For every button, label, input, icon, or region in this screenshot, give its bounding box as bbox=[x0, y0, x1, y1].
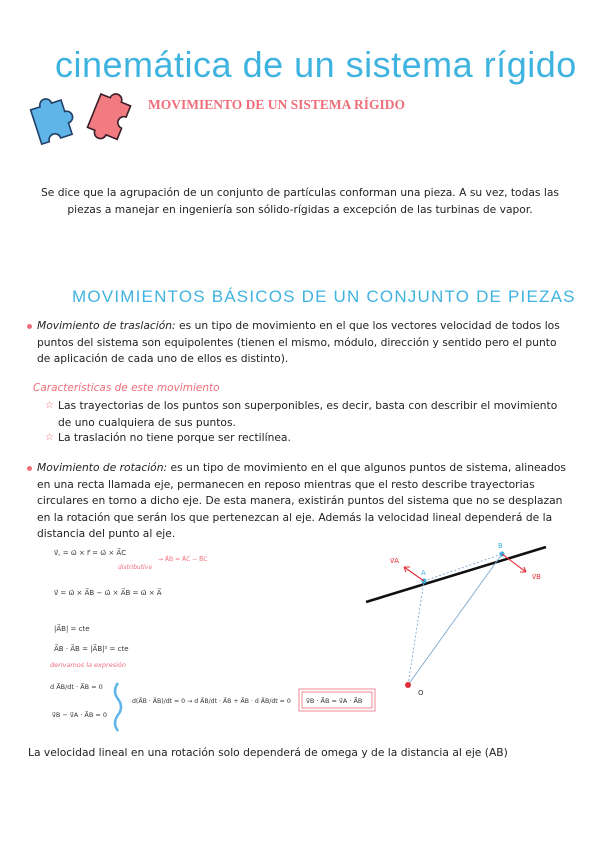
result-equation: v⃗B · A⃗B = v⃗A · A⃗B bbox=[306, 697, 363, 705]
label-a: A bbox=[421, 569, 426, 577]
characteristics-heading: Características de este movimiento bbox=[33, 382, 220, 394]
equation-3: |A⃗B| = cte bbox=[54, 625, 90, 633]
rotation-text: es un tipo de movimiento en el que algunos puntos de sistema, alineados en una recta llamada eje, permanecen en reposo mientras que el resto describe trayectorias circulares en torno a dicho eje. De esta manera, existirán puntos del sistema que no se desplazan en la rotación que serán los que pertenezcan al eje. Además la velocidad lineal dependerá de la distancia del punto al eje. bbox=[37, 461, 566, 540]
equation-4: A⃗B · A⃗B = |A⃗B|² = cte bbox=[54, 645, 129, 653]
characteristic-item: Las trayectorias de los puntos son superponibles, es decir, basta con describir el movimiento de uno cualquiera de sus puntos. bbox=[58, 399, 558, 429]
section-heading: MOVIMIENTOS BÁSICOS DE UN CONJUNTO DE PIEZAS bbox=[72, 287, 576, 306]
rotation-term: Movimiento de rotación: bbox=[37, 461, 168, 474]
bullet-dot bbox=[27, 466, 32, 471]
bullet-dot bbox=[27, 324, 32, 329]
characteristic-item: La traslación no tiene porque ser rectilínea. bbox=[58, 431, 291, 444]
equation-mid: d(A⃗B · A⃗B)/dt = 0 → d A⃗B/dt · A⃗B + A⃗B · d A⃗B/dt = 0 bbox=[132, 698, 291, 705]
point-o bbox=[405, 682, 411, 688]
label-b: B bbox=[498, 542, 503, 550]
page-title: cinemática de un sistema rígido bbox=[55, 44, 577, 85]
note-distributive: distributiva bbox=[118, 564, 152, 571]
note-derive: derivamos la expresión bbox=[50, 661, 126, 669]
translation-text: es un tipo de movimiento en el que los vectores velocidad de todos los puntos del sistema son equipolentes (tienen el mismo, módulo, dirección y sentido pero el punto de aplicación de cada uno de ellos es distinto). bbox=[37, 319, 560, 365]
closing-paragraph: La velocidad lineal en una rotación solo dependerá de omega y de la distancia al eje (AB) bbox=[28, 746, 508, 759]
star-bullet-icon: ☆ bbox=[45, 400, 54, 411]
translation-term: Movimiento de traslación: bbox=[37, 319, 176, 332]
equation-6: v⃗B − v⃗A · A⃗B = 0 bbox=[52, 711, 107, 719]
radius-line-a bbox=[408, 581, 424, 685]
label-vb: v⃗B bbox=[532, 573, 541, 581]
translation-paragraph bbox=[37, 318, 567, 368]
segment-ab bbox=[424, 554, 502, 581]
label-va: v⃗A bbox=[390, 557, 399, 565]
equation-2: v⃗ = ω⃗ × A⃗B − ω⃗ × A⃗B = ω⃗ × A⃗ bbox=[54, 589, 162, 597]
subtitle: MOVIMIENTO DE UN SISTEMA RÍGIDO bbox=[148, 97, 406, 112]
label-o: O bbox=[418, 689, 424, 697]
intro-paragraph: Se dice que la agrupación de un conjunto de partículas conforman una pieza. A su vez, todas las piezas a manejar en ingeniería son sólido-rígidas a excepción de las turbinas de vapor. bbox=[41, 186, 559, 216]
brace-mark bbox=[115, 683, 121, 731]
rotation-axis bbox=[366, 547, 546, 602]
equation-5: d A⃗B/dt · A⃗B = 0 bbox=[50, 683, 103, 691]
equation-1-right: → A⃗B = A⃗C − B⃗C bbox=[158, 556, 208, 563]
rotation-paragraph bbox=[37, 460, 570, 543]
puzzle-pieces-icon bbox=[24, 88, 144, 154]
star-bullet-icon: ☆ bbox=[45, 432, 54, 443]
equation-1: v⃗꜀ = ω⃗ × r⃗ = ω⃗ × A⃗C bbox=[54, 549, 127, 557]
rotation-figure bbox=[40, 535, 570, 735]
